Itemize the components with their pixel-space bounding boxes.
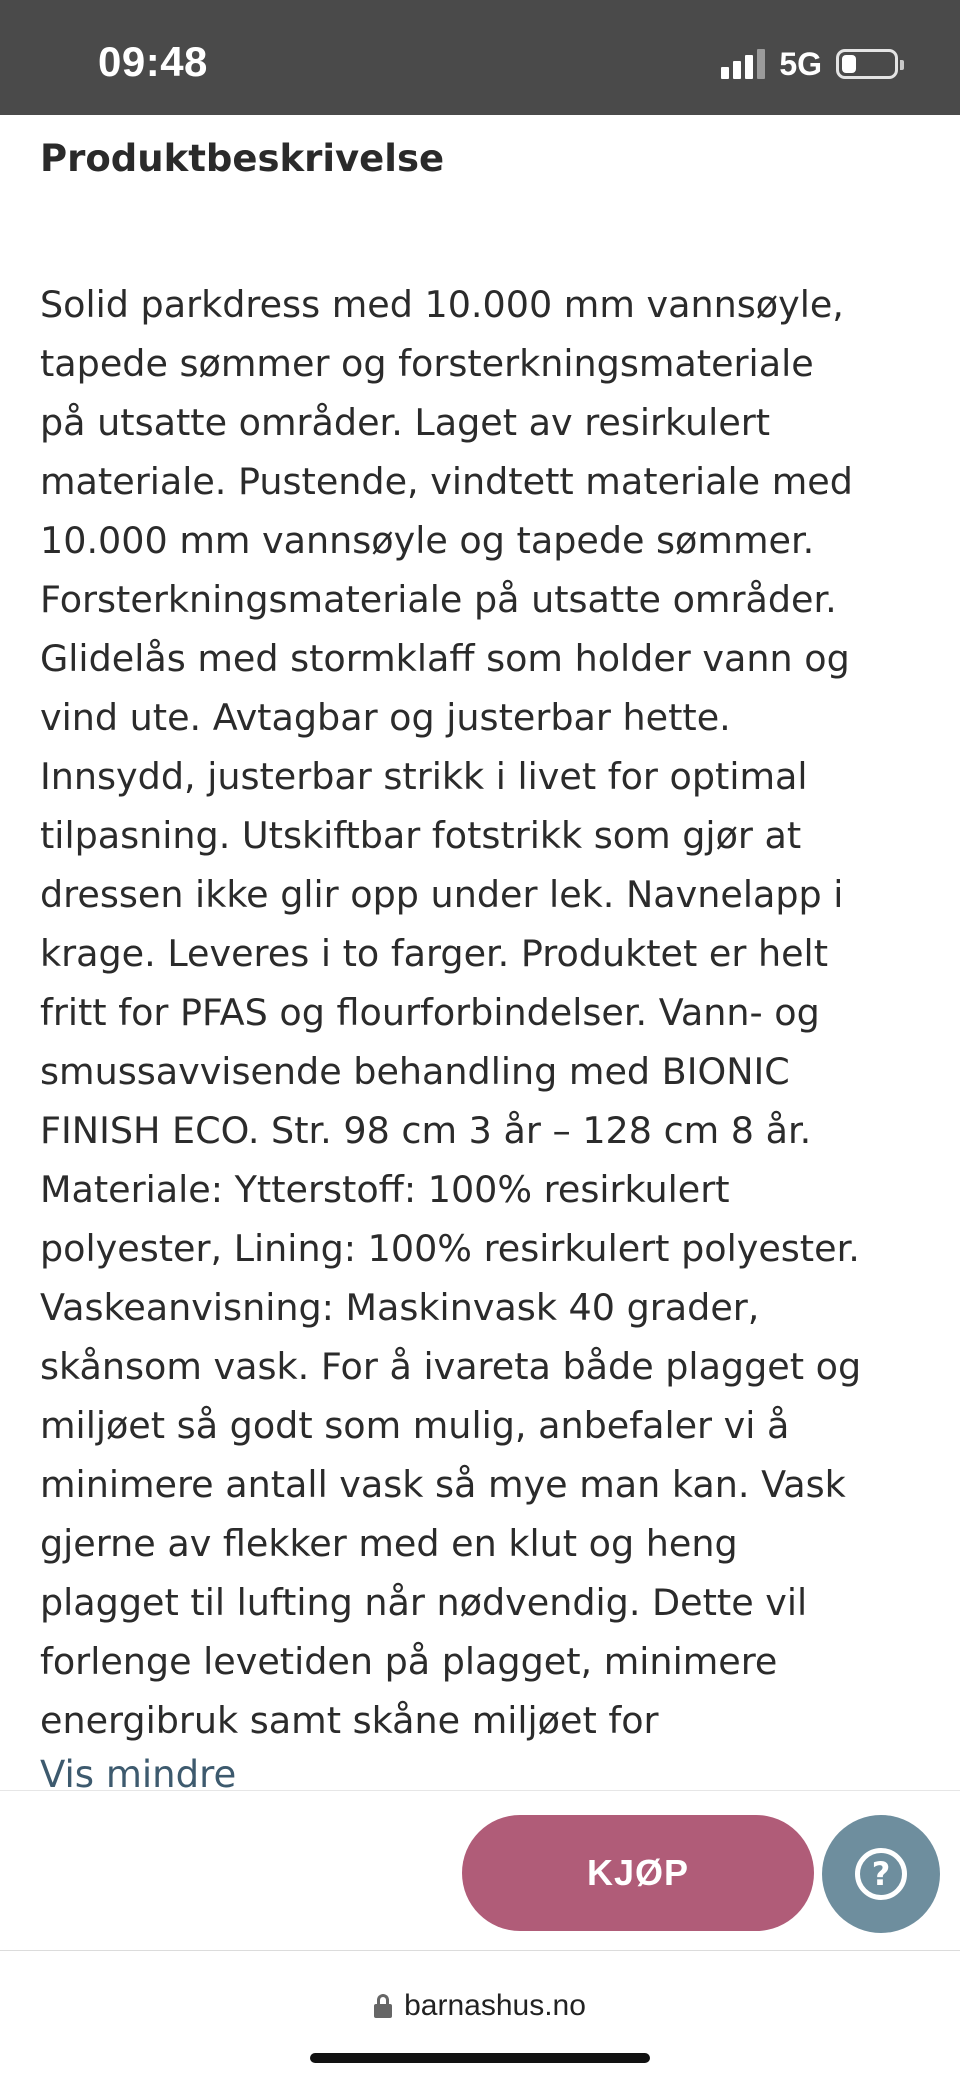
description-line: krage. Leveres i to farger. Produktet er helt: [40, 932, 829, 975]
status-indicators: [721, 46, 898, 82]
buy-button[interactable]: KJØP: [462, 1815, 814, 1931]
description-line: miljøet så godt som mulig, anbefaler vi å: [40, 1404, 790, 1447]
description-line: tilpasning. Utskiftbar fotstrikk som gjør at: [40, 814, 802, 857]
description-line: Materiale: Ytterstoff: 100% resirkulert: [40, 1168, 730, 1211]
description-line: energibruk samt skåne miljøet for: [40, 1699, 659, 1742]
description-line: Vaskeanvisning: Maskinvask 40 grader,: [40, 1286, 760, 1329]
description-line: Solid parkdress med 10.000 mm vannsøyle,: [40, 283, 844, 326]
description-line: materiale. Pustende, vindtett materiale med: [40, 460, 853, 503]
description-line: smussavvisende behandling med BIONIC: [40, 1050, 790, 1093]
description-line: polyester, Lining: 100% resirkulert polyester.: [40, 1227, 860, 1270]
description-line: vind ute. Avtagbar og justerbar hette.: [40, 696, 731, 739]
section-heading: Produktbeskrivelse: [40, 137, 445, 180]
question-mark-icon: ?: [855, 1848, 907, 1900]
lock-icon: [374, 1994, 392, 2018]
network-type: 5G: [779, 45, 822, 82]
description-line: skånsom vask. For å ivareta både plagget og: [40, 1345, 862, 1388]
url-text: barnashus.no: [404, 1989, 586, 2022]
description-line: forlenge levetiden på plagget, minimere: [40, 1640, 778, 1683]
help-button[interactable]: [822, 1815, 940, 1933]
description-line: FINISH ECO. Str. 98 cm 3 år – 128 cm 8 år.: [40, 1109, 812, 1152]
description-line: plagget til lufting når nødvendig. Dette vil: [40, 1581, 808, 1624]
battery-icon: [836, 49, 898, 79]
description-line: Glidelås med stormklaff som holder vann og: [40, 637, 850, 680]
description-line: gjerne av flekker med en klut og heng: [40, 1522, 738, 1565]
product-description: [40, 275, 940, 1750]
browser-url-bar[interactable]: [0, 1950, 960, 2078]
description-line: dressen ikke glir opp under lek. Navnelapp i: [40, 873, 844, 916]
product-description-section: [0, 115, 960, 1790]
description-line: 10.000 mm vannsøyle og tapede sømmer.: [40, 519, 815, 562]
description-line: minimere antall vask så mye man kan. Vask: [40, 1463, 846, 1506]
description-line: Forsterkningsmateriale på utsatte områder.: [40, 578, 837, 621]
description-line: Innsydd, justerbar strikk i livet for optimal: [40, 755, 808, 798]
show-less-link[interactable]: Vis mindre: [40, 1753, 237, 1790]
description-line: tapede sømmer og forsterkningsmateriale: [40, 342, 814, 385]
status-bar: [0, 0, 960, 115]
home-indicator: [310, 2053, 650, 2063]
description-line: på utsatte områder. Laget av resirkulert: [40, 401, 771, 444]
bottom-action-bar: [0, 1790, 960, 1950]
signal-icon: [721, 49, 765, 79]
url-display[interactable]: [0, 1989, 960, 2023]
description-line: fritt for PFAS og flourforbindelser. Vann- og: [40, 991, 820, 1034]
status-time: 09:48: [98, 38, 208, 85]
